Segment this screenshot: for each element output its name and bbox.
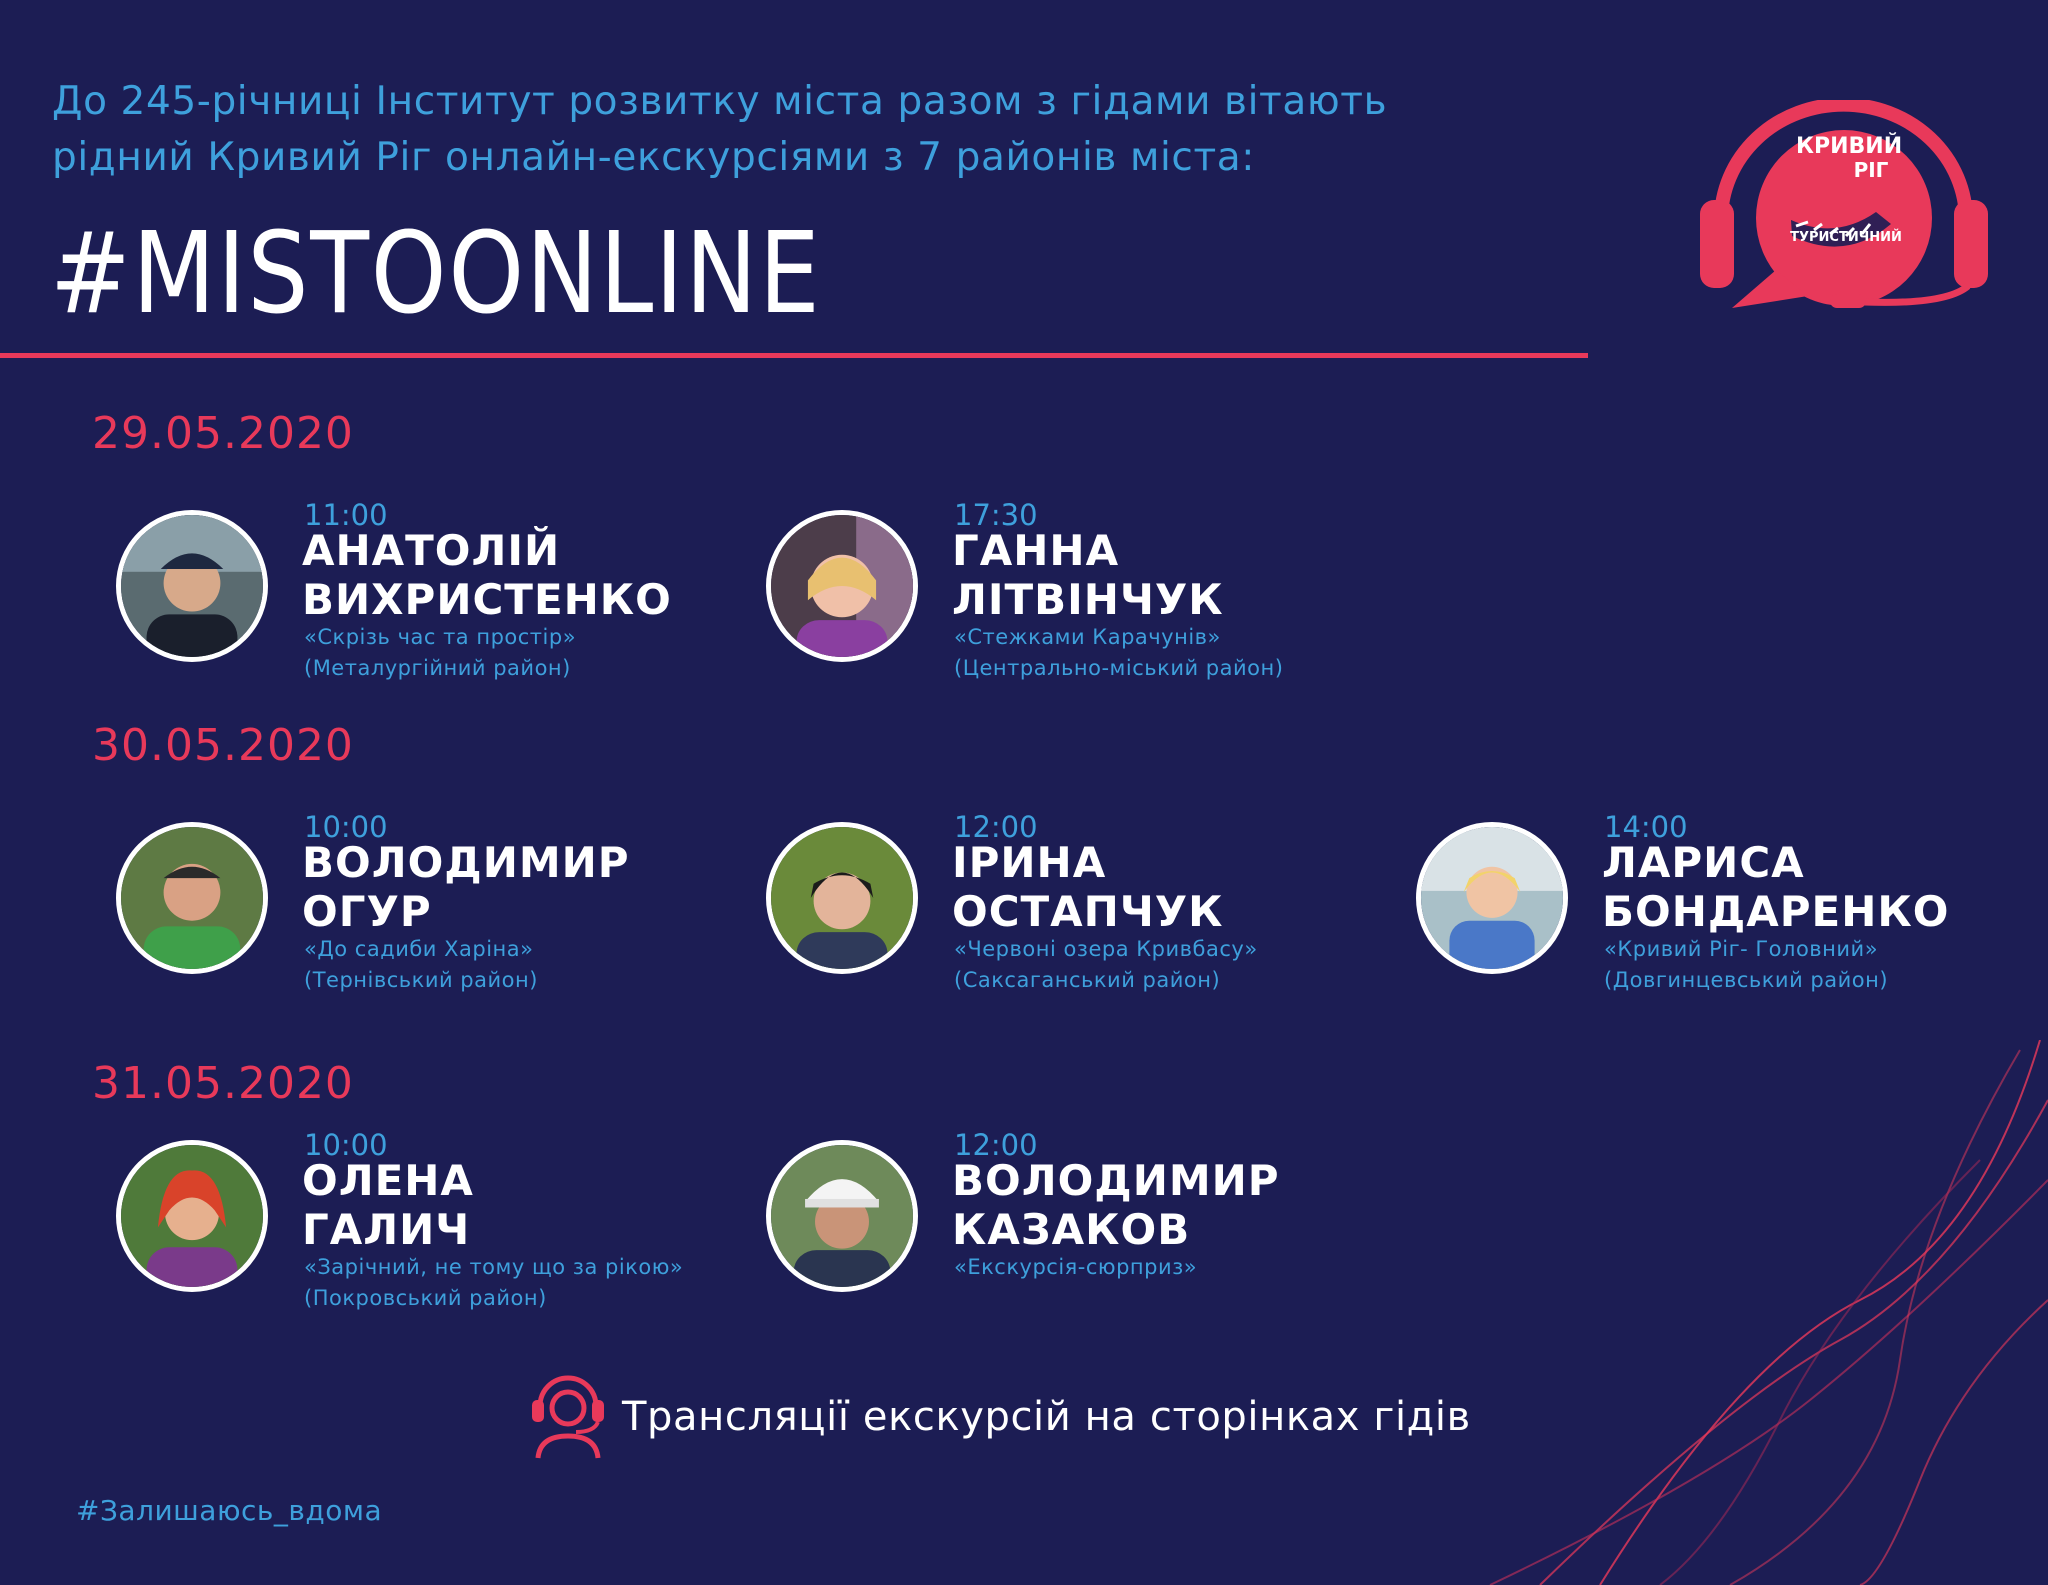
tour-title: «Скрізь час та простір» bbox=[304, 625, 577, 649]
guide-last-name: БОНДАРЕНКО bbox=[1602, 887, 1950, 936]
date-day-2: 30.05.2020 bbox=[92, 720, 354, 771]
tour-district: (Тернівський район) bbox=[304, 968, 538, 992]
guide-photo bbox=[766, 510, 918, 662]
guide-last-name: ОГУР bbox=[302, 887, 432, 936]
guide-last-name: ВИХРИСТЕНКО bbox=[302, 575, 672, 624]
guide-last-name: ОСТАПЧУК bbox=[952, 887, 1224, 936]
guide-time: 11:00 bbox=[304, 498, 388, 532]
guide-card bbox=[766, 1128, 1406, 1320]
guide-card bbox=[116, 498, 756, 690]
tour-district: (Покровський район) bbox=[304, 1286, 547, 1310]
guide-last-name: КАЗАКОВ bbox=[952, 1205, 1191, 1254]
guide-time: 17:30 bbox=[954, 498, 1038, 532]
header-divider bbox=[0, 353, 1588, 358]
guide-name bbox=[952, 526, 1224, 624]
intro-text bbox=[52, 74, 1512, 186]
guide-last-name: ЛІТВІНЧУК bbox=[952, 575, 1224, 624]
guide-time: 12:00 bbox=[954, 1128, 1038, 1162]
guide-time: 12:00 bbox=[954, 810, 1038, 844]
guide-first-name: ЛАРИСА bbox=[1602, 838, 1805, 887]
kryvyi-rih-tourist-logo bbox=[1696, 100, 1991, 315]
guide-name bbox=[952, 1156, 1280, 1254]
guide-photo bbox=[766, 822, 918, 974]
guide-card bbox=[116, 1128, 756, 1320]
tour-district: (Центрально-міський район) bbox=[954, 656, 1284, 680]
guide-card bbox=[766, 498, 1406, 690]
logo-text-line3: ТУРИСТИЧНИЙ bbox=[1790, 230, 1902, 245]
tour-district: (Довгинцевський район) bbox=[1604, 968, 1889, 992]
guide-card bbox=[1416, 810, 2048, 1002]
guide-name bbox=[302, 1156, 474, 1254]
guide-name bbox=[302, 526, 672, 624]
tour-title: «Екскурсія-сюрприз» bbox=[954, 1255, 1198, 1279]
guide-photo bbox=[116, 822, 268, 974]
logo-text-line1: КРИВИЙ bbox=[1796, 134, 1903, 159]
guide-name bbox=[952, 838, 1223, 936]
guide-time: 10:00 bbox=[304, 1128, 388, 1162]
tour-title: «Стежками Карачунів» bbox=[954, 625, 1221, 649]
guide-first-name: АНАТОЛІЙ bbox=[302, 526, 561, 575]
intro-line-2: рідний Кривий Ріг онлайн-екскурсіями з 7 районів міста: bbox=[52, 135, 1256, 180]
guide-last-name: ГАЛИЧ bbox=[302, 1205, 471, 1254]
tour-title: «Червоні озера Кривбасу» bbox=[954, 937, 1258, 961]
decorative-wave-lines bbox=[1480, 1040, 2048, 1585]
headset-speech-bubble-logo-icon bbox=[1696, 100, 1991, 315]
date-day-3: 31.05.2020 bbox=[92, 1058, 354, 1109]
guide-card bbox=[766, 810, 1406, 1002]
guide-first-name: ОЛЕНА bbox=[302, 1156, 474, 1205]
guide-time: 14:00 bbox=[1604, 810, 1688, 844]
tour-district: (Металургійний район) bbox=[304, 656, 571, 680]
hashtag-title: #MISTOONLINE bbox=[50, 209, 822, 339]
guide-photo bbox=[1416, 822, 1568, 974]
date-day-1: 29.05.2020 bbox=[92, 408, 354, 459]
guide-name bbox=[302, 838, 630, 936]
tour-title: «Зарічний, не тому що за рікою» bbox=[304, 1255, 684, 1279]
guide-photo bbox=[116, 1140, 268, 1292]
broadcast-text: Трансляції екскурсій на сторінках гідів bbox=[622, 1394, 1471, 1440]
headset-person-icon bbox=[528, 1366, 608, 1461]
tour-title: «Кривий Ріг- Головний» bbox=[1604, 937, 1879, 961]
tour-district: (Саксаганський район) bbox=[954, 968, 1221, 992]
guide-time: 10:00 bbox=[304, 810, 388, 844]
guide-first-name: ГАННА bbox=[952, 526, 1120, 575]
guide-card bbox=[116, 810, 756, 1002]
guide-first-name: ВОЛОДИМИР bbox=[952, 1156, 1280, 1205]
stay-home-hashtag: #Залишаюсь_вдома bbox=[76, 1494, 383, 1527]
guide-first-name: ІРИНА bbox=[952, 838, 1107, 887]
logo-text-line2: РІГ bbox=[1853, 158, 1889, 182]
guide-first-name: ВОЛОДИМИР bbox=[302, 838, 630, 887]
guide-name bbox=[1602, 838, 1949, 936]
tour-title: «До садиби Харіна» bbox=[304, 937, 534, 961]
guide-photo bbox=[116, 510, 268, 662]
guide-photo bbox=[766, 1140, 918, 1292]
intro-line-1: До 245-річниці Інститут розвитку міста разом з гідами вітають bbox=[52, 79, 1388, 124]
